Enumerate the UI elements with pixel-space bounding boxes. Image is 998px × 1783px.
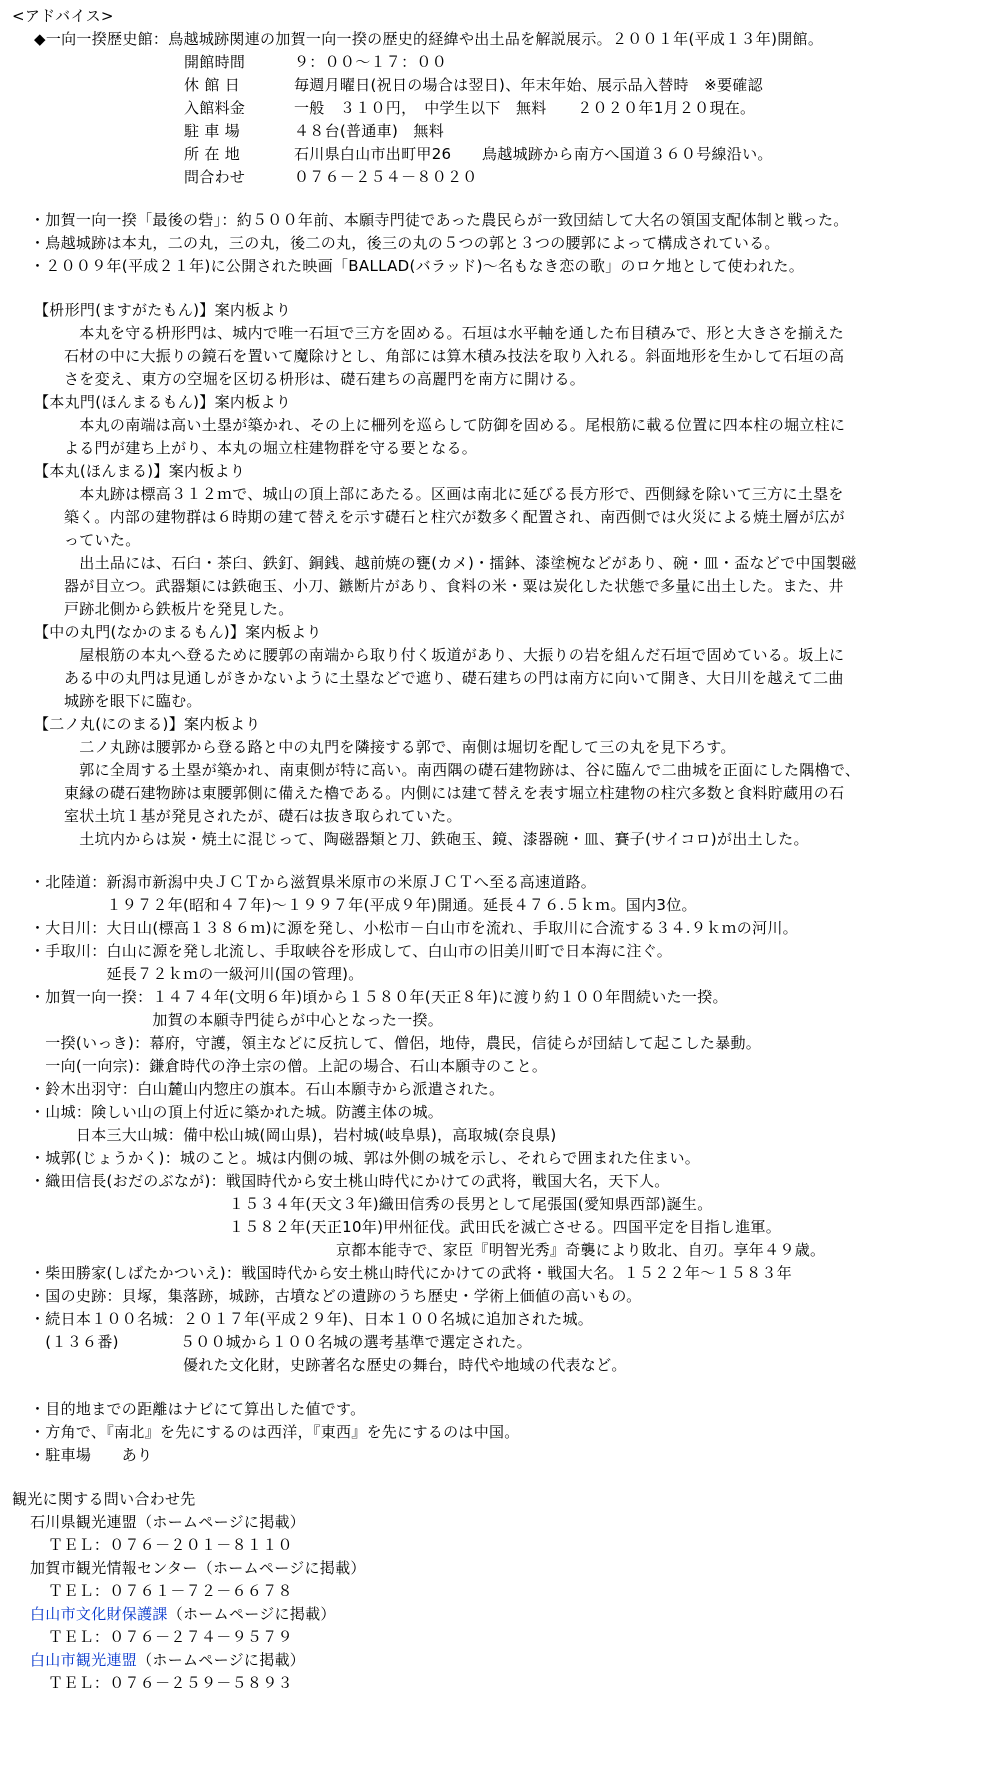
guide-heading: 【中の丸門(なかのまるもん)】案内板より <box>34 623 322 641</box>
glossary-line: 延長７２ｋｍの一級河川(国の管理)。 <box>30 965 364 983</box>
contact-note: （ホームページに掲載） <box>137 1651 306 1669</box>
glossary-line: (１３６番) ５００城から１００名城の選考基準で選定された。 <box>30 1333 532 1351</box>
contact-note: （ホームページに掲載） <box>197 1559 366 1577</box>
guide-line: 二ノ丸跡は腰郭から登る路と中の丸門を隣接する郭で、南側は堀切を配して三の丸を見下ろす。 <box>64 738 736 756</box>
guide-line: 石材の中に大振りの鏡石を置いて魔除けとし、角部には算木積み技法を取り入れる。斜面地形を生かして石垣の高 <box>64 347 845 365</box>
contact-name: 加賀市観光情報センター <box>30 1559 198 1577</box>
guide-line: 戸跡北側から鉄板片を発見した。 <box>64 600 294 618</box>
glossary-line: 一向(一向宗)：鎌倉時代の浄土宗の僧。上記の場合、石山本願寺のこと。 <box>30 1057 548 1075</box>
glossary-line: ・織田信長(おだのぶなが)：戦国時代から安土桃山時代にかけての武将，戦国大名，天下人。 <box>30 1172 670 1190</box>
museum-row-label: 入館料金 <box>184 99 246 117</box>
guide-heading: 【枡形門(ますがたもん)】案内板より <box>34 301 292 319</box>
guide-line: 本丸の南端は高い土塁が築かれ、その上に柵列を巡らして防御を固める。尾根筋に載る位置に四本柱の堀立柱に <box>64 416 846 434</box>
guide-line: っていた。 <box>64 531 141 549</box>
guide-line: 屋根筋の本丸へ登るために腰郭の南端から取り付く坂道があり、大振りの岩を組んだ石垣で固めている。坂上に <box>64 646 845 664</box>
bullet-item: ・鳥越城跡は本丸，二の丸，三の丸，後二の丸，後三の丸の５つの郭と３つの腰郭によって構成されている。 <box>30 234 780 252</box>
glossary-line: ・大日川：大日山(標高１３８６ｍ)に源を発し、小松市－白山市を流れ、手取川に合流する３４.９ｋｍの河川。 <box>30 919 798 937</box>
glossary-line: 加賀の本願寺門徒らが中心となった一揆。 <box>30 1011 444 1029</box>
contact-tel: ＴＥＬ：０７６－２０１－８１１０ <box>48 1536 293 1554</box>
glossary-line: 一揆(いっき)：幕府，守護，領主などに反抗して、僧侶，地侍，農民，信徒らが団結して起こした暴動。 <box>30 1034 762 1052</box>
museum-row-label: 所 在 地 <box>184 145 241 163</box>
glossary-line: ・北陸道：新潟市新潟中央ＪＣＴから滋賀県米原市の米原ＪＣＴへ至る高速道路。 <box>30 873 597 891</box>
note-item: ・駐車場 あり <box>30 1446 153 1464</box>
guide-line: 土坑内からは炭・焼土に混じって、陶磁器類と刀、鉄砲玉、鏡、漆器碗・皿、賽子(サイコロ)が出土した。 <box>64 830 809 848</box>
glossary-line: ・手取川：白山に源を発し北流し、手取峡谷を形成して、白山市の旧美川町で日本海に注ぐ。 <box>30 942 673 960</box>
contact-link-kanko[interactable]: 白山市観光連盟 <box>30 1651 138 1669</box>
museum-row-label: 開館時間 <box>184 53 246 71</box>
glossary-line: １９７２年(昭和４７年)～１９９７年(平成９年)開通。延長４７６.５ｋｍ。国内3位。 <box>30 896 697 914</box>
contact-tel: ＴＥＬ：０７６－２７４－９５７９ <box>48 1628 293 1646</box>
glossary-line: ・山城：険しい山の頂上付近に築かれた城。防護主体の城。 <box>30 1103 444 1121</box>
guide-heading: 【本丸門(ほんまるもん)】案内板より <box>34 393 292 411</box>
guide-line: 本丸を守る枡形門は、城内で唯一石垣で三方を固める。石垣は水平軸を通した布目積みで、形と大きさを揃えた <box>64 324 845 342</box>
contact-item <box>30 1650 305 1670</box>
guide-line: 城跡を眼下に臨む。 <box>64 692 202 710</box>
guide-line: 築く。内部の建物群は６時期の建て替えを示す礎石と柱穴が数多く配置され、南西側では火災による焼土層が広が <box>64 508 845 526</box>
museum-row-label: 問合わせ <box>184 168 246 186</box>
guide-line: 出土品には、石臼・茶臼、鉄釘、銅銭、越前焼の甕(カメ)・擂鉢、漆塗椀などがあり、碗・皿・盃などで中国製磁 <box>64 554 857 572</box>
advice-header: <アドバイス> <box>12 7 114 25</box>
glossary-line: １５３４年(天文３年)織田信秀の長男として尾張国(愛知県西部)誕生。 <box>30 1195 713 1213</box>
glossary-line: １５８２年(天正10年)甲州征伐。武田氏を滅亡させる。四国平定を目指し進軍。 <box>30 1218 782 1236</box>
museum-row-value: 石川県白山市出町甲26 鳥越城跡から南方へ国道３６０号線沿い。 <box>294 145 773 163</box>
guide-heading: 【二ノ丸(にのまる)】案内板より <box>34 715 261 733</box>
museum-row-label: 駐 車 場 <box>184 122 241 140</box>
guide-heading: 【本丸(ほんまる)】案内板より <box>34 462 246 480</box>
note-item: ・方角で、『南北』を先にするのは西洋，『東西』を先にするのは中国。 <box>30 1423 520 1441</box>
museum-row-label: 休 館 日 <box>184 76 241 94</box>
museum-row-value: 毎週月曜日(祝日の場合は翌日)、年末年始、展示品入替時 ※要確認 <box>294 76 763 94</box>
guide-line: よる門が建ち上がり、本丸の堀立柱建物群を守る要となる。 <box>64 439 478 457</box>
museum-row-value: ４８台(普通車) 無料 <box>294 122 445 140</box>
contacts-heading: 観光に関する問い合わせ先 <box>12 1490 196 1508</box>
glossary-line: 京都本能寺で、家臣『明智光秀』奇襲により敗北、自刃。享年４９歳。 <box>30 1241 826 1259</box>
bullet-item: ・２００９年(平成２１年)に公開された映画「BALLAD(バラッド)～名もなき恋の歌」のロケ地として使われた。 <box>30 257 805 275</box>
guide-line: 本丸跡は標高３１２ｍで、城山の頂上部にあたる。区画は南北に延びる長方形で、西側縁を除いて三方に土塁を <box>64 485 844 503</box>
museum-title: ◆一向一揆歴史館：鳥越城跡関連の加賀一向一揆の歴史的経緯や出土品を解説展示。２００１年(平成１３年)開館。 <box>34 30 824 48</box>
museum-row-value: 一般 ３１０円， 中学生以下 無料 ２０２０年1月２０現在。 <box>294 99 756 117</box>
guide-line: さを変え、東方の空堀を区切る枡形は、礎石建ちの高麗門を南方に開ける。 <box>64 370 586 388</box>
glossary-line: ・国の史跡：貝塚，集落跡，城跡，古墳などの遺跡のうち歴史・学術上価値の高いもの。 <box>30 1287 642 1305</box>
museum-row-value: ０７６－２５４－８０２０ <box>294 168 478 186</box>
note-item: ・目的地までの距離はナビにて算出した値です。 <box>30 1400 366 1418</box>
bullet-item: ・加賀一向一揆「最後の砦」：約５００年前、本願寺門徒であった農民らが一致団結して大名の領国支配体制と戦った。 <box>30 211 849 229</box>
contact-item <box>30 1604 336 1624</box>
contact-link-bunkazai[interactable]: 白山市文化財保護課 <box>30 1605 168 1623</box>
glossary-line: ・加賀一向一揆：１４７４年(文明６年)頃から１５８０年(天正８年)に渡り約１００年間続いた一揆。 <box>30 988 728 1006</box>
glossary-line: ・城郭(じょうかく)：城のこと。城は内側の城、郭は外側の城を示し、それらで囲まれた住まい。 <box>30 1149 701 1167</box>
contact-note: （ホームページに掲載） <box>167 1605 336 1623</box>
glossary-line: 優れた文化財，史跡著名な歴史の舞台，時代や地域の代表など。 <box>30 1356 627 1374</box>
glossary-line: 日本三大山城：備中松山城(岡山県)，岩村城(岐阜県)，高取城(奈良県) <box>30 1126 557 1144</box>
glossary-line: ・柴田勝家(しばたかついえ)：戦国時代から安土桃山時代にかけての武将・戦国大名。１５２２年～１５８３年 <box>30 1264 793 1282</box>
contact-tel: ＴＥＬ：０７６１－７２－６６７８ <box>48 1582 293 1600</box>
contact-note: （ホームページに掲載） <box>137 1513 306 1531</box>
guide-line: ある中の丸門は見通しがきかないように土塁などで遮り、礎石建ちの門は南方に向いて開き、大日川を越えて二曲 <box>64 669 844 687</box>
contact-item <box>30 1558 366 1578</box>
glossary-line: ・続日本１００名城：２０１７年(平成２９年)、日本１００名城に追加された城。 <box>30 1310 594 1328</box>
guide-line: 郭に全周する土塁が築かれ、南東側が特に高い。南西隅の礎石建物跡は、谷に臨んで二曲城を正面にした隅櫓で、 <box>64 761 861 779</box>
guide-line: 器が目立つ。武器類には鉄砲玉、小刀、鏃断片があり、食料の米・粟は炭化した状態で多量に出土した。また、井 <box>64 577 844 595</box>
contact-name: 石川県観光連盟 <box>30 1513 138 1531</box>
glossary-line: ・鈴木出羽守：白山麓山内惣庄の旗本。石山本願寺から派遣された。 <box>30 1080 505 1098</box>
guide-line: 室状土坑１基が発見されたが、礎石は抜き取られていた。 <box>64 807 462 825</box>
contact-item <box>30 1512 305 1532</box>
guide-line: 東縁の礎石建物跡は東腰郭側に備えた櫓である。内側には建て替えを表す堀立柱建物の柱穴多数と食料貯蔵用の石 <box>64 784 845 802</box>
contact-tel: ＴＥＬ：０７６－２５９－５８９３ <box>48 1674 293 1692</box>
museum-row-value: ９：００～１７：００ <box>294 53 448 71</box>
